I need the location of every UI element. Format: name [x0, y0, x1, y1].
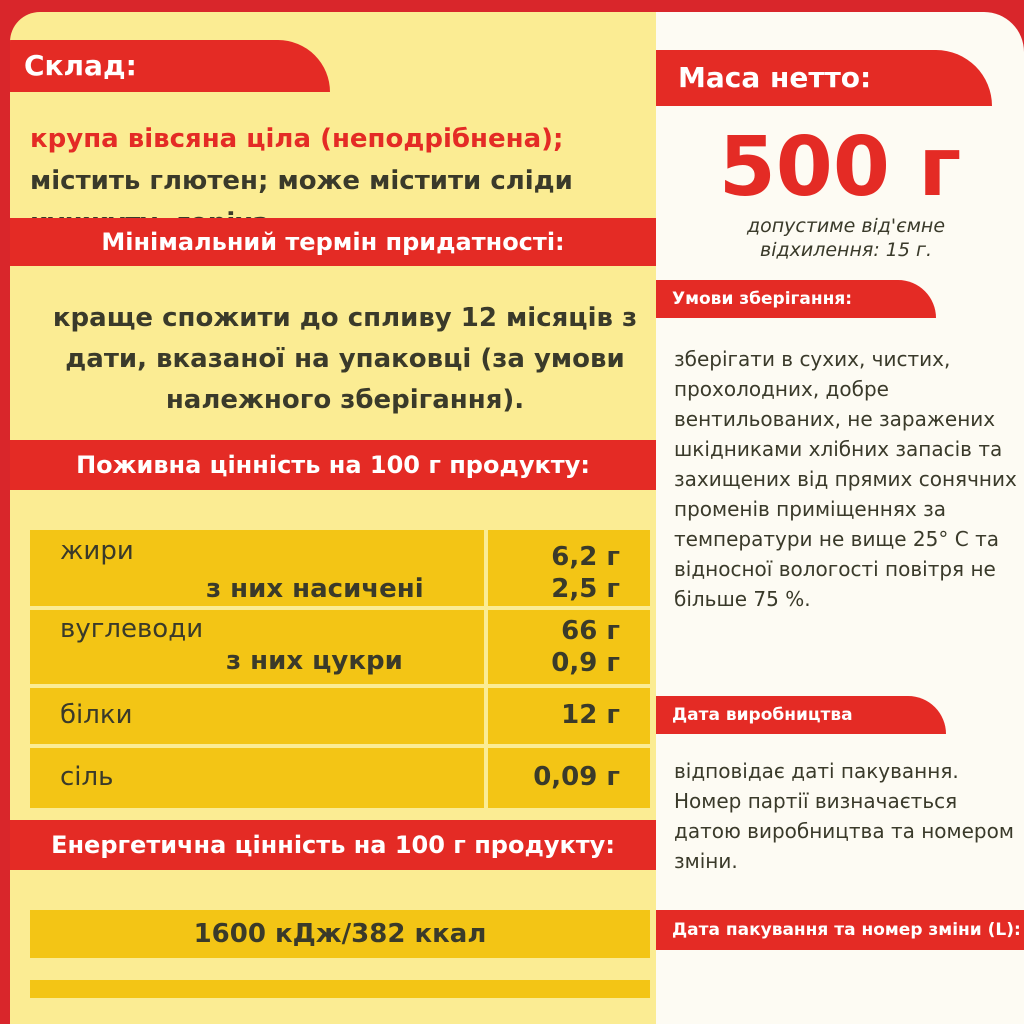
storage-text: зберігати в сухих, чистих, прохолодних, добре вентильованих, не заражених шкідниками хлібних запасів та захищених від прямих сонячних променів приміщеннях за температури не вище 25° С та відносної вологості повітря не більше 75 %.	[674, 347, 1017, 611]
packing-heading-bar	[656, 910, 1024, 950]
shelf-life-heading: Мінімальний термін придатності:	[101, 228, 565, 256]
nutrient-sub-name: з них цукри	[226, 646, 403, 676]
ingredients-heading: Склад:	[24, 49, 137, 82]
net-mass-heading: Маса нетто:	[678, 61, 872, 94]
energy-heading: Енергетична цінність на 100 г продукту:	[51, 831, 615, 859]
shelf-life-heading-bar	[10, 218, 656, 266]
nutrient-name: жири	[60, 536, 134, 566]
nutrient-sub-name: з них насичені	[206, 574, 424, 604]
ingredients-heading-bar	[10, 40, 330, 92]
net-mass-heading-bar	[656, 50, 992, 106]
nutrient-value: 0,09 г	[533, 762, 620, 792]
production-date-text: відповідає даті пакування. Номер партії визначається датою виробництва та номером зміни.	[674, 759, 1014, 873]
left-panel	[10, 12, 656, 1024]
energy-heading-bar	[10, 820, 656, 870]
ingredients-main: крупа вівсяна ціла (неподрібнена);	[30, 124, 564, 154]
nutrition-heading-bar	[10, 440, 656, 490]
production-date-heading-bar	[656, 696, 946, 734]
net-mass-value: 500 г	[718, 120, 962, 215]
nutrition-heading: Поживна цінність на 100 г продукту:	[76, 451, 590, 479]
production-date-heading: Дата виробництва	[672, 705, 853, 725]
nutrient-sub-value: 0,9 г	[551, 648, 620, 678]
net-mass-note: допустиме від'ємне відхилення: 15 г.	[746, 215, 946, 261]
storage-heading-bar	[656, 280, 936, 318]
packing-heading: Дата пакування та номер зміни (L):	[672, 920, 1021, 940]
nutrient-value: 6,2 г	[551, 542, 620, 572]
nutrient-value: 12 г	[561, 700, 620, 730]
decorative-strip	[30, 980, 650, 998]
energy-value: 1600 кДж/382 ккал	[30, 910, 650, 958]
nutrition-row-salt	[30, 748, 650, 808]
shelf-life-text: краще спожити до спливу 12 місяців з дати, вказаної на упаковці (за умови належного зберігання).	[52, 303, 638, 415]
nutrient-sub-value: 2,5 г	[551, 574, 620, 604]
nutrient-name: білки	[60, 700, 133, 730]
ingredients-allergens: містить глютен; може містити сліди	[30, 166, 573, 196]
storage-heading: Умови зберігання:	[672, 289, 853, 309]
nutrition-row-protein	[30, 688, 650, 744]
nutrient-name: вуглеводи	[60, 614, 204, 644]
table-divider	[484, 530, 488, 808]
nutrition-row-carbs	[30, 610, 650, 684]
right-panel	[656, 12, 1024, 1024]
nutrient-name: сіль	[60, 762, 114, 792]
nutrient-value: 66 г	[561, 616, 620, 646]
nutrition-row-fat	[30, 530, 650, 606]
